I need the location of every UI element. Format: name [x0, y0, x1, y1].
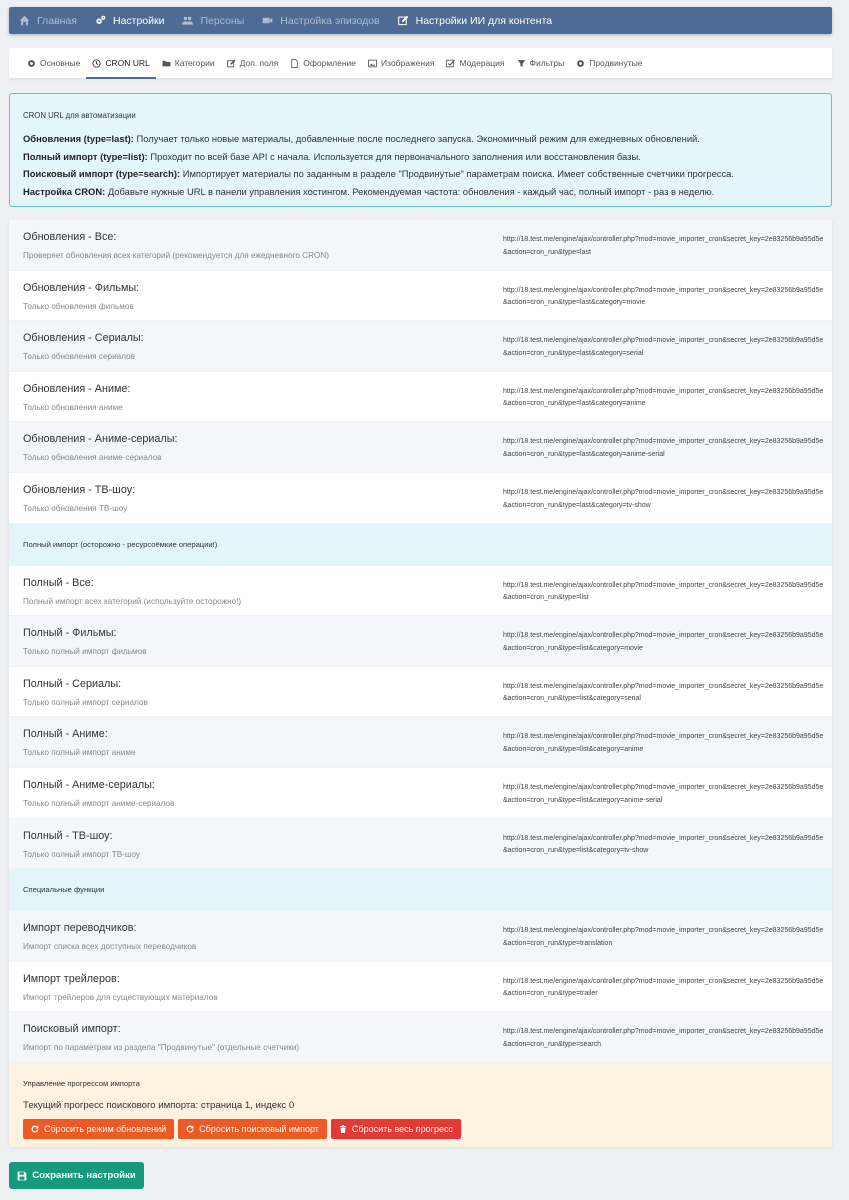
info-line-updates-key: Обновления (type=last): — [23, 133, 134, 144]
reset-updates-label: Сбросить режим обновлений — [44, 1123, 167, 1134]
cron-url-text[interactable]: http://18.test.me/engine/ajax/controller.php?mod=movie_importer_cron&secret_key=2e83256b9a95d5e&action=cron_run&type=last&category=tv-show — [503, 488, 824, 509]
tab-images-label: Изображения — [381, 58, 435, 68]
cron-row-full-all — [9, 566, 832, 617]
nav-settings[interactable] — [95, 15, 165, 27]
image-icon — [368, 59, 377, 68]
row-title: Импорт переводчиков: — [23, 922, 137, 935]
cron-row-full-movies — [9, 616, 832, 667]
cogs-icon — [95, 15, 106, 26]
edit-icon — [398, 15, 409, 26]
cron-url-text[interactable]: http://18.test.me/engine/ajax/controller.php?mod=movie_importer_cron&secret_key=2e83256b9a95d5e&action=cron_run&type=last&category=anime — [503, 387, 824, 408]
cron-row-updates-tv-show — [9, 473, 832, 524]
progress-status: Текущий прогресс поискового импорта: страница 1, индекс 0 — [23, 1099, 295, 1111]
progress-buttons — [23, 1119, 818, 1139]
cron-row-search-import — [9, 1012, 832, 1063]
video-icon — [262, 15, 273, 26]
row-description: Импорт списка всех доступных переводчиков — [23, 942, 197, 952]
cron-url-text[interactable]: http://18.test.me/engine/ajax/controller.php?mod=movie_importer_cron&secret_key=2e83256b9a95d5e&action=cron_run&type=last — [503, 236, 824, 256]
tab-basic-label: Основные — [40, 58, 81, 68]
trash-icon — [339, 1125, 347, 1133]
refresh-icon — [186, 1125, 194, 1133]
section-full-import — [9, 524, 832, 566]
cron-url-list — [9, 220, 832, 1147]
reset-search-label: Сбросить поисковый импорт — [199, 1123, 319, 1134]
row-title: Обновления - Аниме: — [23, 382, 131, 395]
row-description: Только обновления фильмов — [23, 301, 134, 311]
tab-extra-fields[interactable] — [221, 48, 285, 78]
cron-url-text[interactable]: http://18.test.me/engine/ajax/controller.php?mod=movie_importer_cron&secret_key=2e83256b9a95d5e&action=cron_run&type=list&category=tv-show — [503, 834, 824, 855]
home-icon — [19, 15, 30, 26]
cron-url-text[interactable]: http://18.test.me/engine/ajax/controller.php?mod=movie_importer_cron&secret_key=2e83256b9a95d5e&action=cron_run&type=last&category=movie — [503, 286, 824, 307]
tab-categories-label: Категории — [174, 58, 215, 68]
tab-moderation-label: Модерация — [459, 58, 505, 68]
row-title: Полный - Аниме-сериалы: — [23, 778, 155, 791]
row-description: Только полный импорт фильмов — [23, 647, 147, 657]
refresh-icon — [31, 1125, 39, 1133]
row-title: Полный - Фильмы: — [23, 627, 117, 640]
cron-url-text[interactable]: http://18.test.me/engine/ajax/controller.php?mod=movie_importer_cron&secret_key=2e83256b9a95d5e&action=cron_run&type=list&category=anime-serial — [503, 783, 824, 804]
nav-settings-label: Настройки — [112, 14, 165, 27]
tab-extra-fields-label: Доп. поля — [239, 58, 279, 68]
cron-row-full-anime-serials — [9, 768, 832, 819]
tab-advanced-label: Продвинутые — [589, 58, 643, 68]
row-title: Обновления - Фильмы: — [23, 281, 140, 294]
row-title: Обновления - ТВ-шоу: — [23, 483, 136, 496]
reset-all-button[interactable] — [331, 1119, 461, 1139]
tab-advanced[interactable] — [570, 48, 648, 78]
tab-cron-url[interactable] — [86, 48, 155, 78]
filter-icon — [517, 59, 526, 68]
cron-row-translators — [9, 911, 832, 962]
tab-categories[interactable] — [156, 48, 221, 78]
reset-search-button[interactable] — [178, 1119, 327, 1139]
row-description: Только обновления аниме-сериалов — [23, 453, 162, 463]
info-line-cron-text: Добавьте нужные URL в панели управления хостингом. Рекомендуемая частота: обновления - каждый час, полный импорт - раз в неделю. — [105, 185, 715, 197]
row-description: Проверяет обновления всех категорий (рекомендуется для ежедневного CRON) — [23, 251, 329, 260]
nav-home-label: Главная — [37, 14, 77, 27]
nav-persons-label: Персоны — [200, 14, 245, 27]
info-line-cron-key: Настройка CRON: — [23, 185, 106, 197]
cron-url-text[interactable]: http://18.test.me/engine/ajax/controller.php?mod=movie_importer_cron&secret_key=2e83256b9a95d5e&action=cron_run&type=last&category=serial — [503, 337, 824, 357]
nav-persons[interactable] — [182, 15, 244, 27]
cron-url-text[interactable]: http://18.test.me/engine/ajax/controller.php?mod=movie_importer_cron&secret_key=2e83256b9a95d5e&action=cron_run&type=translation — [503, 927, 824, 947]
section-full-import-label: Полный импорт (осторожно - ресурсоёмкие операции!) — [23, 539, 218, 549]
cron-url-text[interactable]: http://18.test.me/engine/ajax/controller.php?mod=movie_importer_cron&secret_key=2e83256b9a95d5e&action=cron_run&type=list&category=movie — [503, 632, 824, 652]
cron-row-full-anime — [9, 717, 832, 768]
settings-tabs — [9, 48, 832, 79]
cron-url-text[interactable]: http://18.test.me/engine/ajax/controller.php?mod=movie_importer_cron&secret_key=2e83256b9a95d5e&action=cron_run&type=list — [503, 581, 824, 602]
row-title: Обновления - Аниме-сериалы: — [23, 433, 178, 446]
row-description: Только обновления аниме — [23, 402, 123, 412]
folder-icon — [162, 59, 171, 68]
progress-panel — [9, 1063, 832, 1147]
info-title: CRON URL для автоматизации — [23, 111, 136, 120]
cron-url-text[interactable]: http://18.test.me/engine/ajax/controller.php?mod=movie_importer_cron&secret_key=2e83256b9a95d5e&action=cron_run&type=list&category=anime — [503, 733, 824, 753]
save-settings-button[interactable] — [9, 1162, 144, 1189]
cogs-icon — [576, 59, 585, 68]
info-line-cron — [23, 183, 818, 201]
tab-images[interactable] — [362, 48, 440, 78]
cron-row-updates-anime — [9, 372, 832, 423]
reset-updates-button[interactable] — [23, 1119, 174, 1139]
nav-ai-settings[interactable] — [398, 15, 552, 27]
progress-title: Управление прогрессом импорта — [23, 1078, 140, 1088]
tab-design[interactable] — [284, 48, 362, 78]
cron-row-full-tv-show — [9, 819, 832, 870]
row-title: Полный - Аниме: — [23, 728, 108, 741]
info-line-updates-text: Получает только новые материалы, добавленные после последнего запуска. Экономичный режим для ежедневных обновлений. — [133, 133, 700, 144]
row-description: Только обновления ТВ-шоу — [23, 503, 128, 513]
cron-row-updates-all — [9, 220, 832, 271]
cron-row-trailers — [9, 962, 832, 1013]
info-line-updates — [23, 130, 818, 148]
info-line-search-key: Поисковый импорт (type=search): — [23, 168, 181, 180]
users-icon — [182, 15, 193, 26]
row-description: Импорт трейлеров для существующих материалов — [23, 992, 218, 1002]
cron-url-text[interactable]: http://18.test.me/engine/ajax/controller.php?mod=movie_importer_cron&secret_key=2e83256b9a95d5e&action=cron_run&type=trailer — [503, 977, 824, 998]
edit-icon — [227, 59, 236, 68]
nav-episodes[interactable] — [262, 15, 379, 27]
row-title: Полный - Все: — [23, 576, 94, 589]
row-description: Только полный импорт аниме — [23, 748, 136, 758]
row-title: Обновления - Сериалы: — [23, 332, 144, 345]
cron-url-text[interactable]: http://18.test.me/engine/ajax/controller.php?mod=movie_importer_cron&secret_key=2e83256b9a95d5e&action=cron_run&type=search — [503, 1028, 824, 1048]
tab-filters-label: Фильтры — [529, 58, 565, 68]
row-title: Полный - ТВ-шоу: — [23, 829, 113, 842]
section-special-label: Специальные функции — [23, 885, 105, 895]
cron-url-text[interactable]: http://18.test.me/engine/ajax/controller.php?mod=movie_importer_cron&secret_key=2e83256b9a95d5e&action=cron_run&type=last&category=anime-serial — [503, 438, 824, 458]
row-title: Импорт трейлеров: — [23, 972, 120, 985]
check-square-icon — [446, 59, 455, 68]
tab-filters[interactable] — [511, 48, 571, 78]
tab-basic[interactable] — [21, 48, 86, 78]
cron-row-updates-serials — [9, 321, 832, 372]
row-title: Поисковый импорт: — [23, 1023, 121, 1036]
nav-episodes-label: Настройка эпизодов — [280, 14, 380, 27]
section-special-functions — [9, 869, 832, 911]
tab-design-label: Оформление — [303, 58, 357, 68]
row-description: Импорт по параметрам из раздела "Продвинутые" (отдельные счетчики) — [23, 1043, 300, 1053]
row-title: Обновления - Все: — [23, 231, 117, 243]
save-settings-label: Сохранить настройки — [32, 1170, 136, 1181]
cron-row-updates-movies — [9, 271, 832, 322]
tab-moderation[interactable] — [440, 48, 510, 78]
nav-ai-settings-label: Настройки ИИ для контента — [415, 14, 553, 27]
info-line-full-key: Полный импорт (type=list): — [23, 150, 148, 162]
info-line-search-text: Импортирует материалы по заданным в разделе "Продвинутые" параметрам поиска. Имеет собственные счетчики прогресса. — [180, 168, 734, 180]
save-icon — [17, 1171, 27, 1181]
info-line-full — [23, 148, 818, 166]
row-description: Полный импорт всех категорий (используйте осторожно!) — [23, 596, 242, 606]
nav-home[interactable] — [19, 15, 77, 27]
cron-row-updates-anime-serials — [9, 422, 832, 473]
cron-row-full-serials — [9, 667, 832, 718]
row-description: Только полный импорт сериалов — [23, 697, 148, 707]
cron-url-text[interactable]: http://18.test.me/engine/ajax/controller.php?mod=movie_importer_cron&secret_key=2e83256b9a95d5e&action=cron_run&type=list&category=serial — [503, 682, 824, 703]
row-description: Только полный импорт аниме-сериалов — [23, 798, 175, 808]
info-line-search — [23, 165, 818, 183]
reset-all-label: Сбросить весь прогресс — [351, 1123, 453, 1134]
top-navbar — [9, 7, 832, 34]
info-line-full-text: Проходит по всей базе API с начала. Используется для первоначального заполнения или восстановления базы. — [147, 150, 641, 162]
tab-cron-url-label: CRON URL — [105, 58, 150, 68]
row-description: Только полный импорт ТВ-шоу — [23, 849, 141, 859]
cog-icon — [27, 59, 36, 68]
clock-icon — [92, 59, 101, 68]
file-icon — [290, 59, 299, 68]
cron-info-box — [9, 93, 832, 207]
row-description: Только обновления сериалов — [23, 352, 135, 362]
row-title: Полный - Сериалы: — [23, 677, 122, 690]
